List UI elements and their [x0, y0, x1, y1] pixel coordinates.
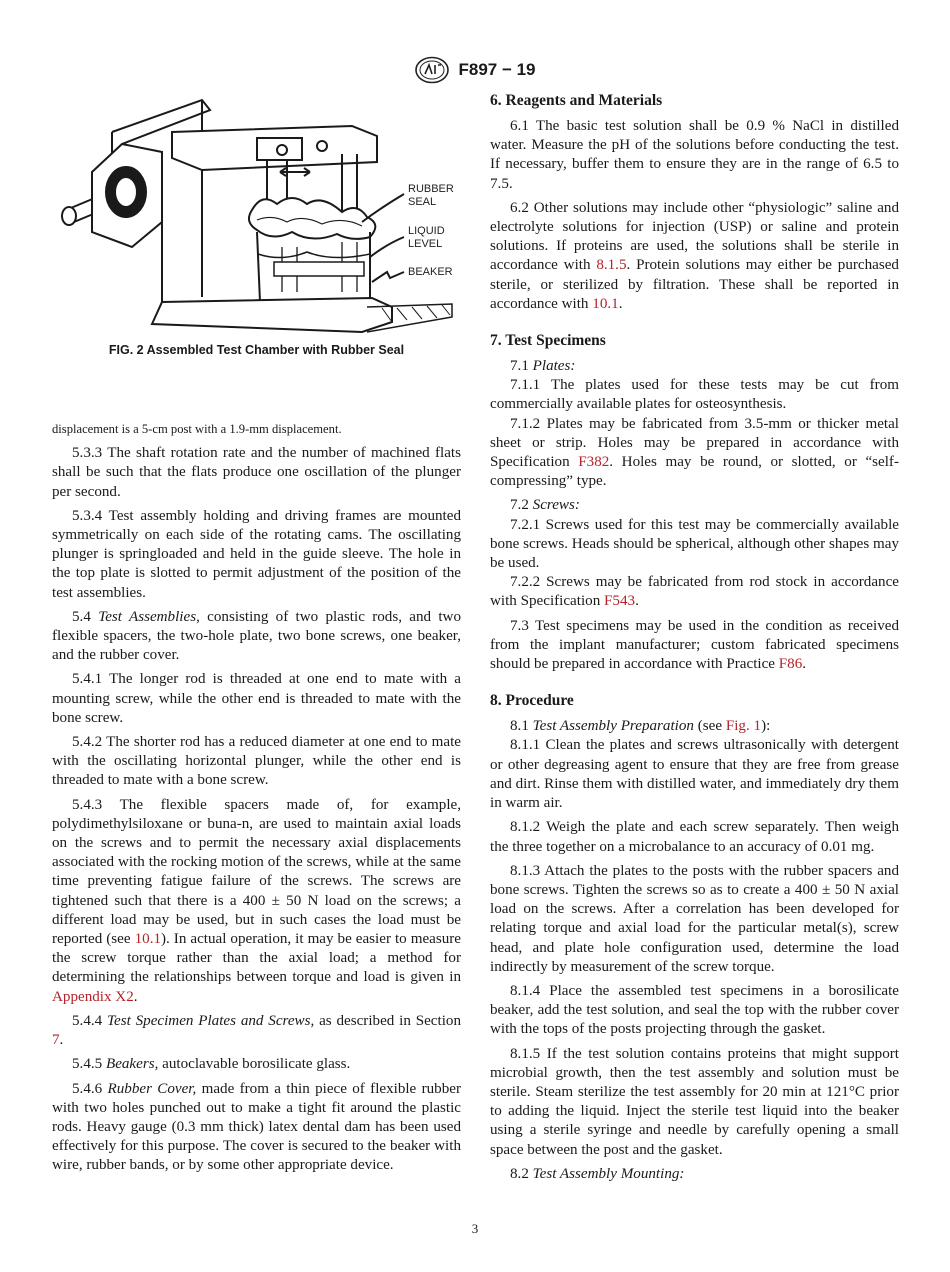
section-7-heading: 7. Test Specimens [490, 332, 606, 350]
para-8-1: 8.1 Test Assembly Preparation (see Fig. 1): [510, 718, 771, 735]
label-level: LEVEL [408, 238, 443, 250]
para-5-4-3: 5.4.3 The flexible spacers made of, for example, polydimethylsiloxane or buna-n, are used to maintain axial loads on the screws and to permit the necessary axial displacements associated with the rocking motion of the screws, while at the same time preventing fatigue failure of the screws. The screws are tightened such that there is a 400 ± 50 N load on the screws; a different load may be used, but in such cases the load must be reported (see 10.1). In actual operation, it may be easier to measure the screw torque rather than the axial load; a method for determining the relationships between torque and load is given in Appendix X2. [52, 796, 461, 1005]
para-6-2: 6.2 Other solutions may include other “physiologic” saline and electrolyte solutions for injection (USP) or saline and protein solutions. If proteins are used, the solutions shall be sterile in accordance with 8.1.5. Protein solutions may either be purchased sterile, or sterilized by filtration. These shall be reported in accordance with 10.1. [490, 199, 899, 312]
link-f543[interactable]: F543 [604, 593, 636, 610]
link-f382[interactable]: F382 [578, 454, 610, 471]
link-10-1[interactable]: 10.1 [134, 931, 162, 948]
right-column [490, 91, 899, 1184]
para-7-2-2: 7.2.2 Screws may be fabricated from rod stock in accordance with Specification F543. [490, 574, 899, 610]
para-7-2-1: 7.2.1 Screws used for this test may be commercially available bone screws. Heads should be spherical, although other shapes may be used. [490, 516, 899, 572]
section-8-heading: 8. Procedure [490, 692, 574, 710]
link-appendix-x2[interactable]: Appendix X2 [52, 988, 134, 1005]
para-8-2: 8.2 Test Assembly Mounting: [510, 1165, 685, 1182]
designation: F897 − 19 [458, 60, 536, 79]
page-number: 3 [471, 1221, 479, 1236]
link-10-1[interactable]: 10.1 [592, 295, 619, 312]
label-beaker: BEAKER [408, 266, 453, 278]
label-rubber: RUBBER [408, 183, 454, 195]
continuation-text: displacement is a 5-cm post with a 1.9-mm displacement. [52, 422, 342, 436]
para-8-1-5: 8.1.5 If the test solution contains proteins that might support microbial growth, then the test assembly and solution must be sterile. Steam sterilize the test assembly for 20 min at 121°C prior to adding the liquid. Inject the sterile test liquid into the beaker using a sterile syringe and needle by carefully opening a small space between the post and the gasket. [490, 1045, 899, 1158]
para-5-4-4: 5.4.4 Test Specimen Plates and Screws, as described in Section 7. [52, 1012, 461, 1049]
para-8-1-2: 8.1.2 Weigh the plate and each screw separately. Then weigh the three together on a microbalance to an accuracy of 0.01 mg. [490, 819, 899, 855]
link-f86[interactable]: F86 [778, 656, 803, 673]
section-6-heading: 6. Reagents and Materials [490, 92, 663, 109]
para-5-4-2: 5.4.2 The shorter rod has a reduced diameter at one end to mate with the oscillating horizontal plunger, while the other end is threaded to mate with a bone screw. [52, 734, 461, 789]
para-7-3: 7.3 Test specimens may be used in the condition as received from the implant manufacturer; custom fabricated specimens should be prepared in accordance with Practice F86. [490, 617, 899, 673]
left-column [52, 420, 461, 1176]
link-8-1-5[interactable]: 8.1.5 [596, 257, 627, 274]
para-7-2: 7.2 Screws: [510, 497, 580, 514]
astm-logo-icon [414, 56, 450, 84]
para-8-1-1: 8.1.1 Clean the plates and screws ultrasonically with detergent or other degreasing agent to ensure that they are free from grease and dirt. Rinse them with distilled water, and immediately dry them in warm air. [490, 737, 899, 812]
para-5-3-3: 5.3.3 The shaft rotation rate and the number of machined flats shall be such that the flats produce one oscillation of the plunger per second. [52, 445, 461, 500]
link-fig-1[interactable]: Fig. 1 [725, 718, 762, 735]
para-7-1: 7.1 Plates: [510, 358, 576, 375]
figure-2-test-chamber [52, 92, 461, 342]
para-5-4: 5.4 Test Assemblies, consisting of two plastic rods, and two flexible spacers, the two-hole plate, two bone screws, one beaker, and the rubber cover. [52, 608, 462, 664]
para-5-4-6: 5.4.6 Rubber Cover, made from a thin piece of flexible rubber with two holes punched out to make a tight fit around the plastic rods. Heavy gauge (0.3 mm thick) latex dental dam has been used effectively for this purpose. The cover is secured to the beaker with wire, rubber bands, or by some other appropriate device. [52, 1080, 461, 1174]
label-liquid: LIQUID [408, 225, 445, 237]
para-6-1: 6.1 The basic test solution shall be 0.9 % NaCl in distilled water. Measure the pH of the solutions before conducting the test. If necessary, buffer them to ensure they are in the range of 6.5 to 7.5. [490, 118, 899, 192]
para-8-1-4: 8.1.4 Place the assembled test specimens in a borosilicate beaker, add the test solution, and seal the top with the rubber cover with the tops of the posts projecting through the gasket. [490, 982, 899, 1038]
link-section-7[interactable]: 7 [52, 1032, 60, 1049]
page-header [0, 56, 950, 84]
para-7-1-1: 7.1.1 The plates used for these tests may be cut from commercially available plates for osteosynthesis. [490, 377, 899, 413]
para-7-1-2: 7.1.2 Plates may be fabricated from 3.5-mm or thicker metal sheet or strip. Holes may be prepared in accordance with Specification F382. Holes may be round, or slotted, or “self-compressing” type. [490, 415, 899, 490]
para-5-4-5: 5.4.5 Beakers, autoclavable borosilicate glass. [72, 1056, 351, 1073]
label-seal: SEAL [408, 196, 437, 208]
figure-caption: FIG. 2 Assembled Test Chamber with Rubber Seal [108, 343, 405, 357]
para-5-3-4: 5.3.4 Test assembly holding and driving frames are mounted symmetrically on each side of the rotating cams. The oscillating plunger is springloaded and held in the guide sleeve. The hole in the top plate is slotted to permit adjustment of the position of the test assemblies. [52, 507, 461, 601]
para-8-1-3: 8.1.3 Attach the plates to the posts with the rubber spacers and bone screws. Tighten the screws so as to create a 400 ± 50 N axial load on the screws. After a correlation has been developed for relating torque and axial load for the particular metal(s), screw head, and plate hole configuration used, determine the load indirectly by measurement of the screw torque. [490, 862, 899, 975]
para-5-4-1: 5.4.1 The longer rod is threaded at one end to mate with a mounting screw, while the other end is threaded to mate with the bone screw. [52, 671, 461, 726]
